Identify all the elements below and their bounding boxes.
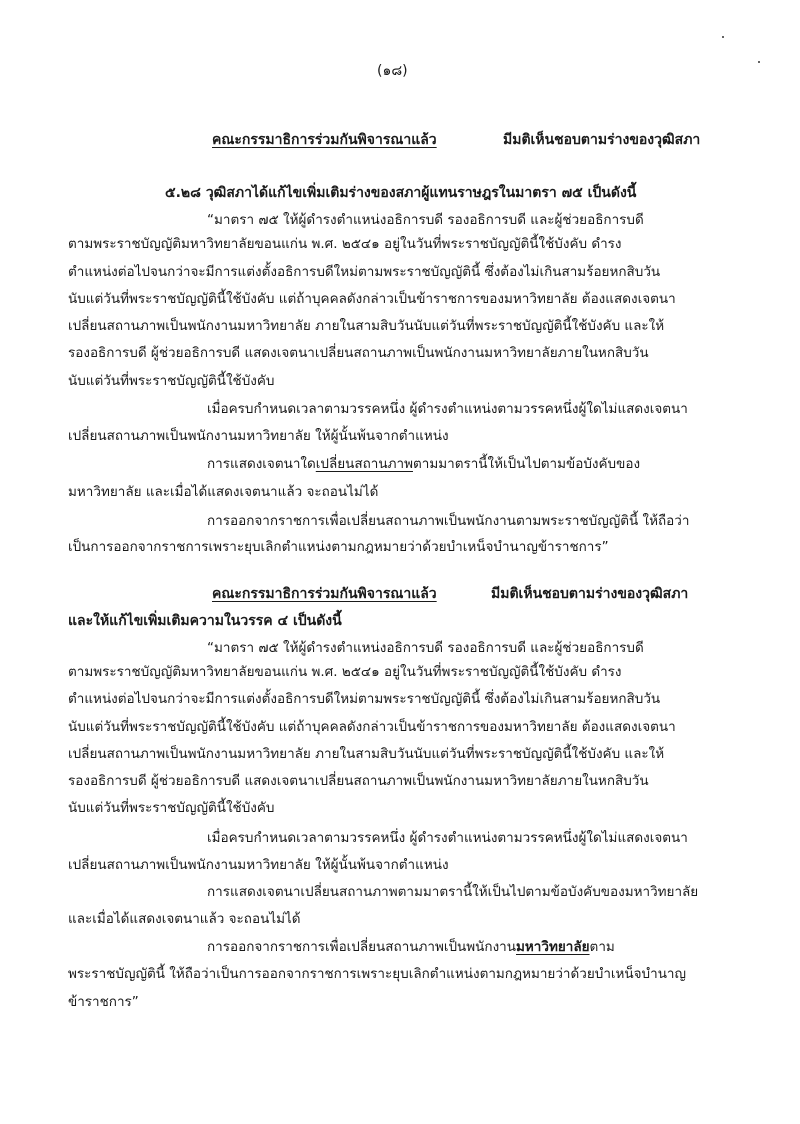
committee-heading-continued: และให้แก้ไขเพิ่มเติมความในวรรค ๔ เป็นดังนี้ [68, 613, 342, 629]
paragraph-line: ตำแหน่งต่อไปจนกว่าจะมีการแต่งตั้งอธิการบดีใหม่ตามพระราชบัญญัตินี้ ซึ่งต้องไม่เกินสามร้อยหกสิบวัน [68, 264, 661, 280]
paragraph-line: นับแต่วันที่พระราชบัญญัตินี้ใช้บังคับ แต่ถ้าบุคคลดังกล่าวเป็นข้าราชการของมหาวิทยาลัย ต้องแสดงเจตนา [68, 719, 676, 735]
paragraph-line [207, 938, 615, 956]
scan-speck [758, 61, 760, 63]
section-title: ๕.๒๘ วุฒิสภาได้แก้ไขเพิ่มเติมร่างของสภาผู้แทนราษฎรในมาตรา ๗๕ เป็นดังนี้ [165, 185, 637, 201]
paragraph-line: “มาตรา ๗๕ ให้ผู้ดำรงตำแหน่งอธิการบดี รองอธิการบดี และผู้ช่วยอธิการบดี [207, 212, 644, 228]
underlined-text: เปลี่ยนสถานภาพ [315, 456, 413, 472]
paragraph-line: และเมื่อได้แสดงเจตนาแล้ว จะถอนไม่ได้ [68, 911, 301, 927]
committee-opinion: มีมติเห็นชอบตามร่างของวุฒิสภา [503, 132, 701, 148]
paragraph-line: การออกจากราชการเพื่อเปลี่ยนสถานภาพเป็นพนักงานตามพระราชบัญญัตินี้ ให้ถือว่า [207, 513, 690, 529]
text-segment: ตาม [589, 939, 615, 955]
paragraph-line: เปลี่ยนสถานภาพเป็นพนักงานมหาวิทยาลัย ภายในสามสิบวันนับแต่วันที่พระราชบัญญัตินี้ใช้บังคับ และให้ [68, 746, 665, 762]
committee-opinion: มีมติเห็นชอบตามร่างของวุฒิสภา [491, 586, 689, 602]
text-segment: ตามมาตรานี้ให้เป็นไปตามข้อบังคับของ [412, 456, 641, 472]
paragraph-line: เมื่อครบกำหนดเวลาตามวรรคหนึ่ง ผู้ดำรงตำแหน่งตามวรรคหนึ่งผู้ใดไม่แสดงเจตนา [207, 401, 688, 417]
paragraph-line: “มาตรา ๗๕ ให้ผู้ดำรงตำแหน่งอธิการบดี รองอธิการบดี และผู้ช่วยอธิการบดี [207, 640, 644, 656]
paragraph-line: ตามพระราชบัญญัติมหาวิทยาลัยขอนแก่น พ.ศ. ๒๕๔๑ อยู่ในวันที่พระราชบัญญัตินี้ใช้บังคับ ดำรง [68, 664, 622, 680]
paragraph-line: พระราชบัญญัตินี้ ให้ถือว่าเป็นการออกจากราชการเพราะยุบเลิกตำแหน่งตามกฎหมายว่าด้วยบำเหน็จบำนาญ [68, 966, 687, 982]
committee-heading: คณะกรรมาธิการร่วมกันพิจารณาแล้ว [212, 132, 437, 148]
paragraph-line: นับแต่วันที่พระราชบัญญัตินี้ใช้บังคับ [68, 800, 275, 816]
paragraph-line: การแสดงเจตนาเปลี่ยนสถานภาพตามมาตรานี้ให้เป็นไปตามข้อบังคับของมหาวิทยาลัย [207, 884, 699, 900]
text-segment: การแสดงเจตนาใด [207, 456, 316, 472]
paragraph-line: ตำแหน่งต่อไปจนกว่าจะมีการแต่งตั้งอธิการบดีใหม่ตามพระราชบัญญัตินี้ ซึ่งต้องไม่เกินสามร้อยหกสิบวัน [68, 691, 661, 707]
underlined-text: มหาวิทยาลัย [516, 939, 590, 955]
paragraph-line: รองอธิการบดี ผู้ช่วยอธิการบดี แสดงเจตนาเปลี่ยนสถานภาพเป็นพนักงานมหาวิทยาลัยภายในหกสิบวัน [68, 773, 649, 789]
paragraph-line: ตามพระราชบัญญัติมหาวิทยาลัยขอนแก่น พ.ศ. ๒๕๔๑ อยู่ในวันที่พระราชบัญญัตินี้ใช้บังคับ ดำรง [68, 236, 622, 252]
paragraph-line: เมื่อครบกำหนดเวลาตามวรรคหนึ่ง ผู้ดำรงตำแหน่งตามวรรคหนึ่งผู้ใดไม่แสดงเจตนา [207, 830, 688, 846]
paragraph-line: เปลี่ยนสถานภาพเป็นพนักงานมหาวิทยาลัย ภายในสามสิบวันนับแต่วันที่พระราชบัญญัตินี้ใช้บังคับ และให้ [68, 318, 665, 334]
paragraph-line: นับแต่วันที่พระราชบัญญัตินี้ใช้บังคับ แต่ถ้าบุคคลดังกล่าวเป็นข้าราชการของมหาวิทยาลัย ต้องแสดงเจตนา [68, 291, 676, 307]
paragraph-line: ข้าราชการ” [68, 994, 139, 1010]
paragraph-line: เปลี่ยนสถานภาพเป็นพนักงานมหาวิทยาลัย ให้ผู้นั้นพ้นจากตำแหน่ง [68, 428, 449, 444]
page-number: (๑๘) [377, 63, 408, 79]
paragraph-line: นับแต่วันที่พระราชบัญญัตินี้ใช้บังคับ [68, 373, 275, 389]
text-segment: การออกจากราชการเพื่อเปลี่ยนสถานภาพเป็นพนักงาน [207, 939, 516, 955]
scan-speck [722, 36, 724, 38]
paragraph-line: มหาวิทยาลัย และเมื่อได้แสดงเจตนาแล้ว จะถอนไม่ได้ [68, 484, 379, 500]
paragraph-line [207, 455, 640, 473]
committee-heading: คณะกรรมาธิการร่วมกันพิจารณาแล้ว [212, 586, 437, 602]
paragraph-line: เป็นการออกจากราชการเพราะยุบเลิกตำแหน่งตามกฎหมายว่าด้วยบำเหน็จบำนาญข้าราชการ” [68, 539, 609, 555]
paragraph-line: รองอธิการบดี ผู้ช่วยอธิการบดี แสดงเจตนาเปลี่ยนสถานภาพเป็นพนักงานมหาวิทยาลัยภายในหกสิบวัน [68, 345, 649, 361]
paragraph-line: เปลี่ยนสถานภาพเป็นพนักงานมหาวิทยาลัย ให้ผู้นั้นพ้นจากตำแหน่ง [68, 857, 449, 873]
